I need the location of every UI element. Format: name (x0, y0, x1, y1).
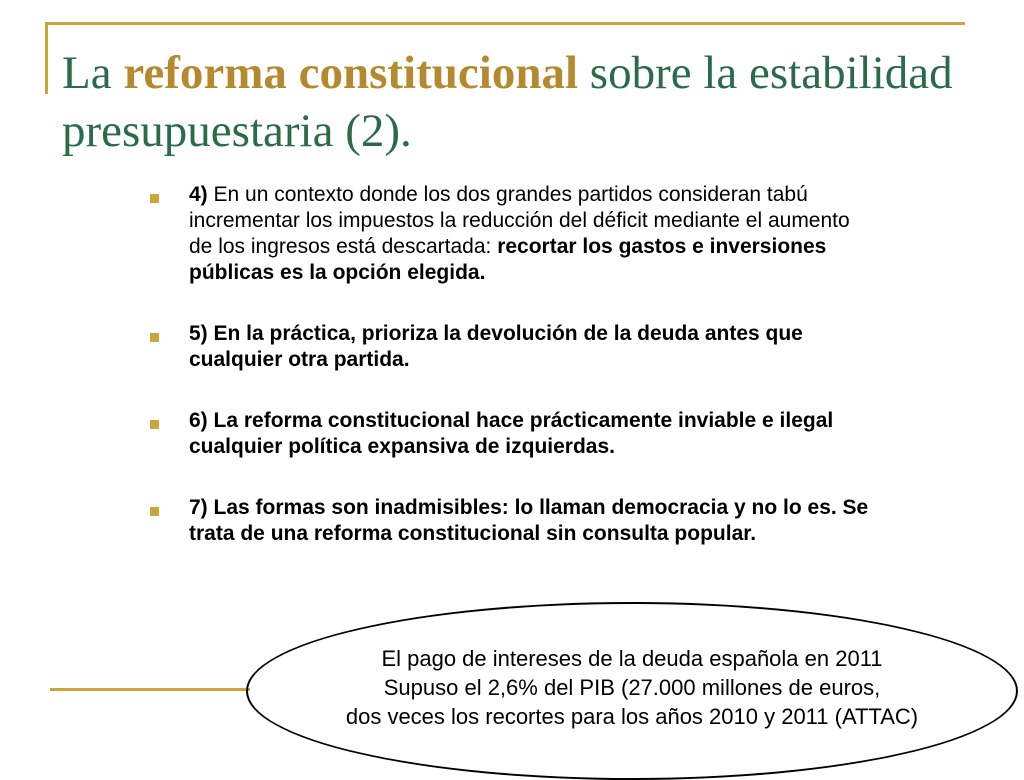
callout-line-1: El pago de intereses de la deuda española en 2011 (381, 646, 883, 671)
bullet-4-text: En un contexto donde los dos grandes partidos consideran tabú incrementar los impuestos la reducción del déficit mediante el aumento de los ingresos está descartada: (189, 183, 850, 258)
title-part-2: sobre la estabilidad presupuestaria (2). (62, 47, 953, 157)
top-rule (45, 22, 965, 25)
callout-line-3: dos veces los recortes para los años 2010 y 2011 (ATTAC) (345, 704, 919, 729)
title-emphasis: reforma constitucional (123, 47, 579, 99)
square-bullet-icon (150, 420, 159, 429)
slide-title (62, 44, 962, 160)
left-rule (45, 22, 48, 94)
square-bullet-icon (150, 333, 159, 342)
bullet-7-text: 7) Las formas son inadmisibles: lo llaman democracia y no lo es. Se trata de una reforma constitucional sin consulta popular. (189, 496, 869, 545)
bullet-4-bold-tail: recortar los gastos e inversiones públicas es la opción elegida. (189, 235, 827, 284)
bottom-rule (50, 688, 250, 691)
bullet-item-7 (150, 495, 870, 547)
bullet-item-6 (150, 408, 870, 460)
bullet-4-lead: 4) (189, 183, 208, 206)
square-bullet-icon (150, 507, 159, 516)
bullet-6-text: 6) La reforma constitucional hace prácticamente inviable e ilegal cualquier política expansiva de izquierdas. (189, 409, 834, 458)
callout-note (262, 644, 1002, 731)
bullet-item-5 (150, 321, 870, 373)
bullet-5-text: 5) En la práctica, prioriza la devolución de la deuda antes que cualquier otra partida. (189, 322, 803, 371)
title-part-1: La (62, 47, 124, 99)
callout-line-2: Supuso el 2,6% del PIB (27.000 millones de euros, (383, 675, 881, 700)
bullet-item-4 (150, 182, 870, 286)
square-bullet-icon (150, 194, 159, 203)
bullet-list (150, 182, 870, 547)
